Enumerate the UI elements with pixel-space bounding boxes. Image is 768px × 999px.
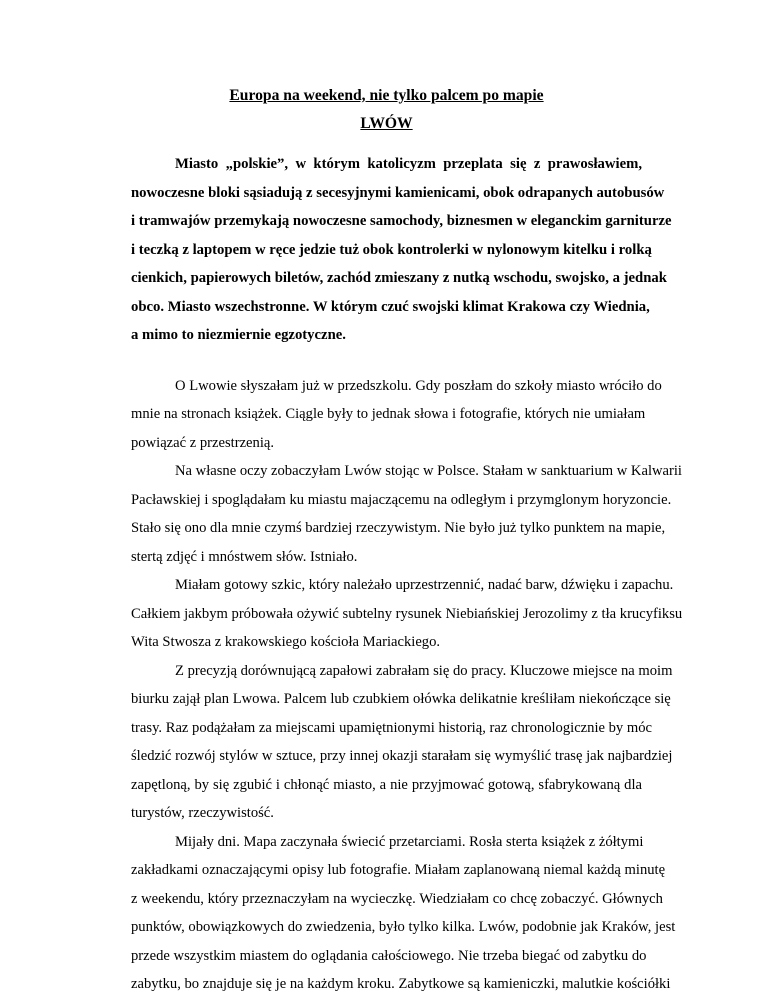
body-text: [131, 372, 683, 999]
paragraph-line: Wita Stwosza z krakowskiego kościoła Mariackiego.: [131, 634, 441, 650]
lead-line: a mimo to niezmiernie egzotyczne.: [131, 327, 346, 343]
lead-paragraph: [131, 150, 672, 350]
lead-line: obco. Miasto wszechstronne. W którym czuć swojski klimat Krakowa czy Wiednia,: [131, 298, 650, 315]
paragraph-line: turystów, rzeczywistość.: [131, 805, 274, 821]
paragraph-line: Miałam gotowy szkic, który należało uprzestrzennić, nadać barw, dźwięku i zapachu.: [175, 577, 674, 593]
paragraph-line: Z precyzją dorównującą zapałowi zabrałam się do pracy. Kluczowe miejsce na moim: [175, 662, 673, 679]
paragraph-line: przede wszystkim miastem do oglądania całościowego. Nie trzeba biegać od zabytku do: [131, 947, 647, 964]
title-line-2: LWÓW: [360, 115, 413, 132]
paragraph-line: Mijały dni. Mapa zaczynała świecić przetarciami. Rosła sterta książek z żółtymi: [175, 833, 644, 850]
paragraph-line: Na własne oczy zobaczyłam Lwów stojąc w Polsce. Stałam w sanktuarium w Kalwarii: [175, 463, 682, 479]
paragraph-line: zakładkami oznaczającymi opisy lub fotografie. Miałam zaplanowaną niemal każdą minutę: [131, 862, 666, 878]
paragraph: [131, 828, 676, 999]
paragraph: [131, 372, 662, 458]
lead-line: nowoczesne bloki sąsiadują z secesyjnymi kamienicami, obok odrapanych autobusów: [131, 184, 665, 201]
paragraph: [131, 457, 682, 571]
paragraph-line: punktów, obowiązkowych do zwiedzenia, było tylko kilka. Lwów, podobnie jak Kraków, jest: [131, 919, 676, 935]
paragraph-line: Pacławskiej i spoglądałam ku miastu majaczącemu na odległym i przymglonym horyzoncie.: [131, 491, 672, 508]
paragraph-line: O Lwowie słyszałam już w przedszkolu. Gdy poszłam do szkoły miasto wróciło do: [175, 377, 662, 394]
lead-line: Miasto „polskie”, w którym katolicyzm przeplata się z prawosławiem,: [175, 156, 642, 172]
paragraph: [131, 657, 673, 828]
lead-line: i teczką z laptopem w ręce jedzie tuż obok kontrolerki w nylonowym kitelku i rolką: [131, 241, 652, 258]
paragraph-line: stertą zdjęć i mnóstwem słów. Istniało.: [131, 548, 358, 565]
paragraph-line: zabytku, bo znajduje się je na każdym kroku. Zabytkowe są kamieniczki, malutkie kościółki: [131, 976, 671, 992]
paragraph-line: zapętloną, by się zgubić i chłonąć miasto, a nie przyjmować gotową, sfabrykowaną dla: [131, 776, 642, 793]
paragraph-line: biurku zajął plan Lwowa. Palcem lub czubkiem ołówka delikatnie kreśliłam niekończące się: [131, 691, 671, 707]
paragraph-line: z weekendu, który przeznaczyłam na wycieczkę. Wiedziałam co chcę zobaczyć. Głównych: [131, 890, 663, 907]
paragraph-line: śledzić rozwój stylów w sztuce, przy innej okazji starałam się wymyślić trasę jak najbardziej: [131, 748, 673, 764]
document-page: [131, 82, 683, 999]
lead-line: i tramwajów przemykają nowoczesne samochody, biznesmen w eleganckim garniturze: [131, 213, 672, 229]
paragraph-line: Całkiem jakbym próbowała ożywić subtelny rysunek Niebiańskiej Jerozolimy z tła krucyfiksu: [131, 605, 683, 622]
title-line-1: Europa na weekend, nie tylko palcem po mapie: [229, 87, 544, 104]
lead-line: cienkich, papierowych biletów, zachód zmieszany z nutką wschodu, swojsko, a jednak: [131, 270, 667, 286]
paragraph: [131, 571, 683, 657]
paragraph-line: mnie na stronach książek. Ciągle były to jednak słowa i fotografie, których nie umiałam: [131, 406, 646, 422]
paragraph-line: powiązać z przestrzenią.: [131, 434, 275, 451]
paragraph-line: Stało się ono dla mnie czymś bardziej rzeczywistym. Nie było już tylko punktem na mapie,: [131, 520, 666, 536]
document-title: [131, 82, 642, 138]
paragraph-line: trasy. Raz podążałam za miejscami upamiętnionymi historią, raz chronologicznie by móc: [131, 719, 653, 736]
